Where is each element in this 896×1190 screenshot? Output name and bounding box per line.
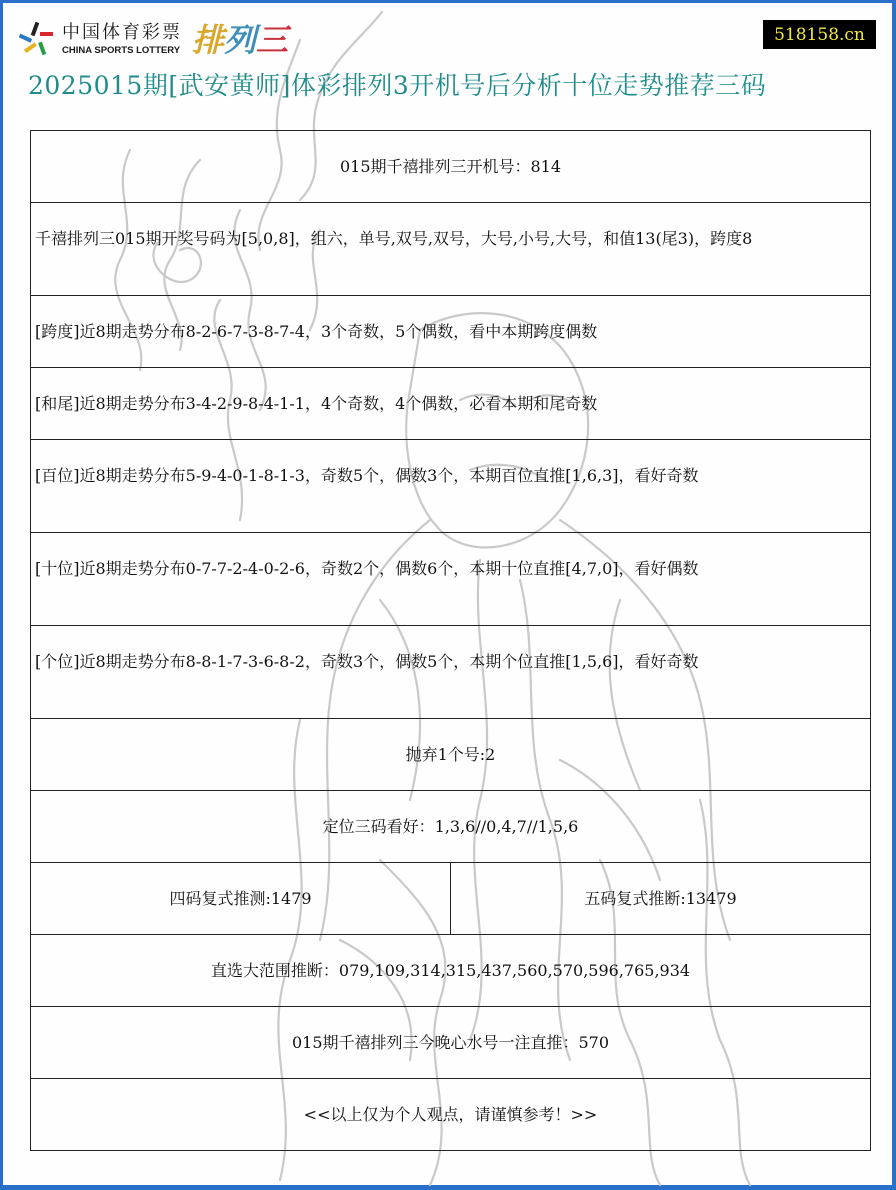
- draw-number-cell: 015期千禧排列三开机号：814: [31, 131, 871, 203]
- table-row: [31, 719, 871, 791]
- units-trend-text: [个位]近8期走势分布8-8-1-7-3-6-8-2，奇数3个，偶数5个，本期个位直推[1,5,6]，看好奇数: [35, 651, 699, 671]
- units-trend-cell: [31, 626, 871, 719]
- hundreds-trend-cell: [31, 440, 871, 533]
- logo-game-name: [192, 21, 289, 59]
- tens-trend-cell: [31, 533, 871, 626]
- table-row: [31, 863, 871, 935]
- positional-three-cell: 定位三码看好：1,3,6//0,4,7//1,5,6: [31, 791, 871, 863]
- table-row: [31, 131, 871, 203]
- draw-result-cell: [31, 203, 871, 296]
- table-row: [31, 368, 871, 440]
- logo-game-char-3: 三: [256, 21, 289, 59]
- logo-chinese-text: 中国体育彩票: [62, 22, 182, 44]
- span-trend-cell: [跨度]近8期走势分布8-2-6-7-3-8-7-4，3个奇数，5个偶数，看中本期跨度偶数: [31, 296, 871, 368]
- table-row: [31, 1079, 871, 1151]
- lottery-star-icon: [18, 20, 56, 60]
- table-row: [31, 203, 871, 296]
- logo-game-char-2: 列: [224, 21, 257, 59]
- four-code-cell: 四码复式推测:1479: [31, 863, 451, 935]
- tens-trend-text: [十位]近8期走势分布0-7-7-2-4-0-2-6，奇数2个，偶数6个，本期十位直推[4,7,0]，看好偶数: [35, 558, 699, 578]
- hundreds-trend-text: [百位]近8期走势分布5-9-4-0-1-8-1-3，奇数5个，偶数3个，本期百位直推[1,6,3]，看好奇数: [35, 465, 699, 485]
- discard-number-cell: 抛弃1个号:2: [31, 719, 871, 791]
- site-badge[interactable]: 518158.cn: [763, 20, 876, 49]
- disclaimer-cell: <<以上仅为个人观点，请谨慎参考！>>: [31, 1079, 871, 1151]
- logo-game-char-1: 排: [192, 21, 225, 59]
- five-code-cell: 五码复式推断:13479: [451, 863, 871, 935]
- china-sports-lottery-logo: [18, 18, 288, 62]
- table-row: [31, 296, 871, 368]
- table-row: [31, 935, 871, 1007]
- logo-english-text: CHINA SPORTS LOTTERY: [62, 45, 181, 57]
- sum-tail-trend-cell: [和尾]近8期走势分布3-4-2-9-8-4-1-1，4个奇数，4个偶数，必看本期和尾奇数: [31, 368, 871, 440]
- table-row: [31, 1007, 871, 1079]
- wide-range-cell: 直选大范围推断：079,109,314,315,437,560,570,596,765,934: [31, 935, 871, 1007]
- page-title: 2025015期[武安黄师]体彩排列3开机号后分析十位走势推荐三码: [28, 71, 767, 100]
- single-pick-cell: 015期千禧排列三今晚心水号一注直推：570: [31, 1007, 871, 1079]
- draw-result-text: 千禧排列三015期开奖号码为[5,0,8]，组六，单号,双号,双号，大号,小号,大号，和值13(尾3)，跨度8: [35, 228, 753, 248]
- analysis-table: [30, 130, 871, 1151]
- table-row: [31, 533, 871, 626]
- table-row: [31, 791, 871, 863]
- table-row: [31, 440, 871, 533]
- table-row: [31, 626, 871, 719]
